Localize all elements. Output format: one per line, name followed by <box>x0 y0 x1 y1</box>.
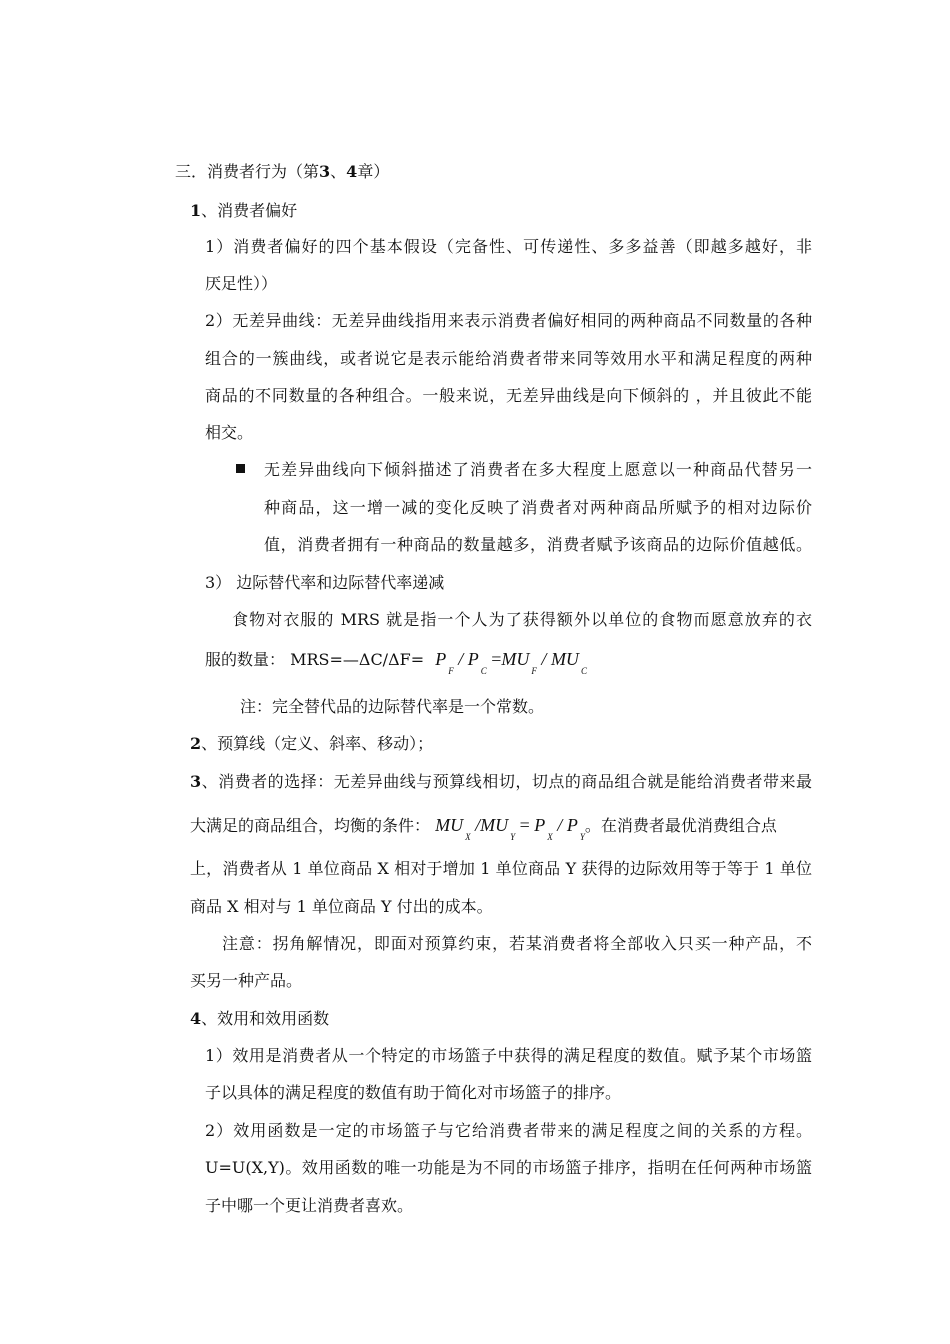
formula-operator: / <box>541 649 547 669</box>
bullet-line: 无差异曲线向下倾斜描述了消费者在多大程度上愿意以一种商品代替另一 <box>264 460 812 479</box>
formula-subscript: F <box>531 666 537 676</box>
formula-var: P <box>566 815 578 835</box>
paragraph-line: 组合的一簇曲线，或者说它是表示能给消费者带来同等效用水平和满足程度的两种 <box>205 349 812 368</box>
paragraph-line: 商品 X 相对与 1 单位商品 Y 付出的成本。 <box>190 897 493 916</box>
paragraph-line: 2）效用函数是一定的市场篮子与它给消费者带来的满足程度之间的关系的方程。 <box>205 1121 812 1140</box>
paragraph-text: 大满足的商品组合，均衡的条件： <box>190 816 431 835</box>
formula-subscript: C <box>480 666 487 676</box>
subsection-1-heading <box>190 200 297 222</box>
formula-var: MU <box>435 815 464 835</box>
note-line: 注意：拐角解情况，即面对预算约束，若某消费者将全部收入只买一种产品，不 <box>222 934 812 953</box>
paragraph-text: 。在消费者最优消费组合点 <box>584 816 777 835</box>
formula-subscript: C <box>580 666 587 676</box>
paragraph-line: 1）效用是消费者从一个特定的市场篮子中获得的满足程度的数值。赋予某个市场篮 <box>205 1046 812 1065</box>
subsection-number: 3 <box>190 772 202 791</box>
paragraph-line: 相交。 <box>205 423 254 442</box>
formula-var: MU <box>501 649 530 669</box>
mrs-formula <box>435 649 587 676</box>
paragraph-line: 3） 边际替代率和边际替代率递减 <box>205 573 445 592</box>
formula-subscript: X <box>465 832 471 842</box>
formula-operator: / <box>475 815 481 835</box>
subsection-3-line <box>190 771 812 793</box>
equilibrium-formula <box>435 815 585 842</box>
subsection-2-heading <box>190 733 433 755</box>
paragraph-line: U=U(X,Y)。效用函数的唯一功能是为不同的市场篮子排序，指明在任何两种市场篮 <box>205 1158 812 1177</box>
formula-operator: = <box>519 815 530 835</box>
paragraph-line: 子以具体的满足程度的数值有助于简化对市场篮子的排序。 <box>205 1083 622 1102</box>
formula-var: MU <box>480 815 509 835</box>
paragraph-line: 1）消费者偏好的四个基本假设（完备性、可传递性、多多益善（即越多越好，非 <box>205 237 812 256</box>
formula-subscript: F <box>448 666 454 676</box>
mrs-line <box>205 648 587 682</box>
heading-prefix: 三．消费者行为（第 <box>175 162 320 181</box>
paragraph-line: 商品的不同数量的各种组合。一般来说，无差异曲线是向下倾斜的 ，并且彼此不能 <box>205 386 812 405</box>
heading-separator: 、 <box>330 162 347 181</box>
subsection-number: 1 <box>190 201 202 220</box>
subsection-4-heading <box>190 1008 329 1030</box>
subsection-title: 、效用和效用函数 <box>201 1009 330 1028</box>
formula-operator: / <box>557 815 563 835</box>
section-heading <box>175 161 389 183</box>
paragraph-line: 厌足性）） <box>205 274 278 293</box>
paragraph-text: 、消费者的选择：无差异曲线与预算线相切，切点的商品组合就是能给消费者带来最 <box>201 772 812 791</box>
bullet-line: 种商品，这一增一减的变化反映了消费者对两种商品所赋予的相对边际价 <box>264 498 812 517</box>
formula-subscript: Y <box>510 832 516 842</box>
subsection-title: 、预算线（定义、斜率、移动）； <box>201 734 434 753</box>
formula-operator: / <box>458 649 464 669</box>
note-line: 买另一种产品。 <box>190 971 303 990</box>
formula-var: P <box>467 649 479 669</box>
subsection-number: 2 <box>190 734 202 753</box>
heading-suffix: 章） <box>357 162 390 181</box>
paragraph-line: 2）无差异曲线：无差异曲线指用来表示消费者偏好相同的两种商品不同数量的各种 <box>205 311 812 330</box>
heading-chapter-3: 3 <box>319 162 331 181</box>
formula-var: P <box>534 815 546 835</box>
mrs-text: 服的数量： MRS=—ΔC/ΔF= <box>205 650 425 669</box>
equilibrium-line <box>190 814 777 848</box>
note-line: 注：完全替代品的边际替代率是一个常数。 <box>240 697 545 716</box>
paragraph-line: 子中哪一个更让消费者喜欢。 <box>205 1196 414 1215</box>
bullet-square-icon <box>236 459 245 481</box>
subsection-number: 4 <box>190 1009 202 1028</box>
heading-chapter-4: 4 <box>346 162 358 181</box>
subsection-title: 、消费者偏好 <box>201 201 298 220</box>
bullet-line: 值，消费者拥有一种商品的数量越多，消费者赋予该商品的边际价值越低。 <box>264 535 812 554</box>
formula-subscript: X <box>547 832 553 842</box>
formula-subscript: Y <box>579 832 585 842</box>
formula-operator: = <box>491 649 502 669</box>
formula-var: MU <box>550 649 579 669</box>
paragraph-line: 食物对衣服的 MRS 就是指一个人为了获得额外以单位的食物而愿意放弃的衣 <box>232 610 812 629</box>
formula-var: P <box>435 649 447 669</box>
paragraph-line: 上，消费者从 1 单位商品 X 相对于增加 1 单位商品 Y 获得的边际效用等于等于 1 单位 <box>190 859 812 878</box>
